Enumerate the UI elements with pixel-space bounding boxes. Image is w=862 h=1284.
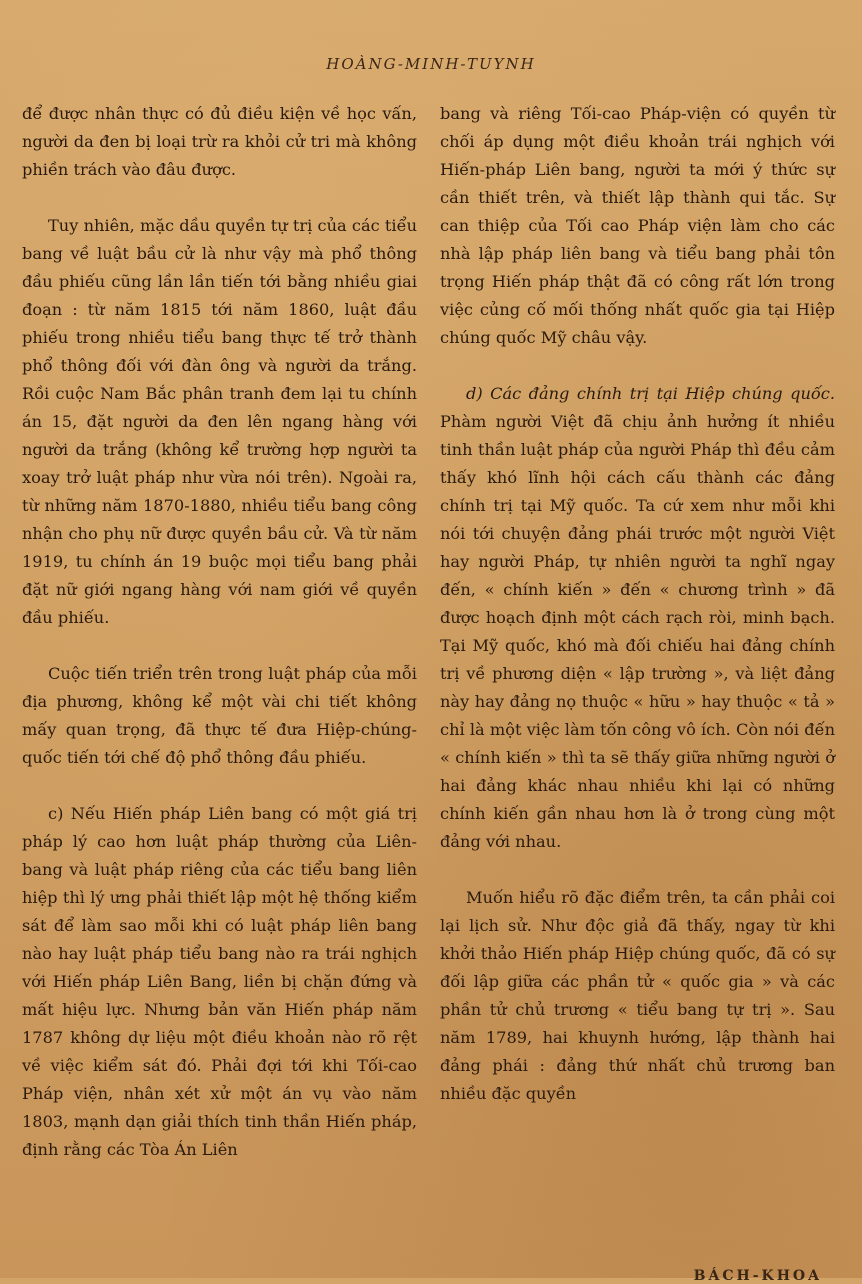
right-column <box>440 100 835 1108</box>
running-footer: BÁCH-KHOA <box>693 1268 822 1284</box>
left-column <box>22 100 417 1164</box>
right-paragraph-1: bang và riêng Tối-cao Pháp-viện có quyền từ chối áp dụng một điều khoản trái nghịch với Hiến-pháp Liên bang, người ta mới ý thức sự cần thiết trên, và thiết lập thành qui tắc. Sự can thiệp của Tối cao Pháp viện làm cho các nhà lập pháp liên bang và tiểu bang phải tôn trọng Hiến pháp thật đã có công rất lớn trong việc củng cố mối thống nhất quốc gia tại Hiệp chúng quốc Mỹ châu vậy. <box>440 104 835 347</box>
section-heading-d: d) Các đảng chính trị tại Hiệp chúng quốc. <box>466 384 835 403</box>
left-paragraph-3: Cuộc tiến triển trên trong luật pháp của mỗi địa phương, không kể một vài chi tiết không mấy quan trọng, đã thực tế đưa Hiệp-chúng-quốc tiến tới chế độ phổ thông đầu phiếu. <box>22 664 417 767</box>
left-paragraph-2: Tuy nhiên, mặc dầu quyền tự trị của các tiểu bang về luật bầu cử là như vậy mà phổ thông đầu phiếu cũng lần lần tiến tới bằng nhiều giai đoạn : từ năm 1815 tới năm 1860, luật đầu phiếu trong nhiều tiểu bang thực tế trở thành phổ thông đối với đàn ông và người da trắng. Rồi cuộc Nam Bắc phân tranh đem lại tu chính án 15, đặt người da đen lên ngang hàng với người da trắng (không kể trường hợp người ta xoay trở luật pháp như vừa nói trên). Ngoài ra, từ những năm 1870-1880, nhiều tiểu bang công nhận cho phụ nữ được quyền bầu cử. Và từ năm 1919, tu chính án 19 buộc mọi tiểu bang phải đặt nữ giới ngang hàng với nam giới về quyền đầu phiếu. <box>22 216 417 627</box>
running-header: HOÀNG-MINH-TUYNH <box>326 55 536 73</box>
left-paragraph-4: c) Nếu Hiến pháp Liên bang có một giá trị pháp lý cao hơn luật pháp thường của Liên-bang và luật pháp riêng của các tiểu bang liên hiệp thì lý ưng phải thiết lập một hệ thống kiểm sát để làm sao mỗi khi có luật pháp liên bang nào hay luật pháp tiểu bang nào ra trái nghịch với Hiến pháp Liên Bang, liền bị chặn đứng và mất hiệu lực. Nhưng bản văn Hiến pháp năm 1787 không dự liệu một điều khoản nào rõ rệt về việc kiểm sát đó. Phải đợi tới khi Tối-cao Pháp viện, nhân xét xử một án vụ vào năm 1803, mạnh dạn giải thích tinh thần Hiến pháp, định rằng các Tòa Án Liên <box>22 804 417 1159</box>
left-paragraph-1: để được nhân thực có đủ điều kiện về học vấn, người da đen bị loại trừ ra khỏi cử tri mà không phiền trách vào đâu được. <box>22 104 417 179</box>
right-paragraph-2-body: Phàm người Việt đã chịu ảnh hưởng ít nhiều tinh thần luật pháp của người Pháp thì đều cảm thấy khó lĩnh hội cách cấu thành các đảng chính trị tại Mỹ quốc. Ta cứ xem như mỗi khi nói tới chuyện đảng phái trước một người Việt hay người Pháp, tự nhiên người ta nghĩ ngay đến, « chính kiến » đến « chương trình » đã được hoạch định một cách rạch ròi, minh bạch. Tại Mỹ quốc, khó mà đối chiếu hai đảng chính trị về phương diện « lập trường », và liệt đảng này hay đảng nọ thuộc « hữu » hay thuộc « tả » chỉ là một việc làm tốn công vô ích. Còn nói đến « chính kiến » thì ta sẽ thấy giữa những người ở hai đảng khác nhau nhiều khi lại có những chính kiến gần nhau hơn là ở trong cùng một đảng với nhau. <box>440 412 835 851</box>
right-paragraph-3: Muốn hiểu rõ đặc điểm trên, ta cần phải coi lại lịch sử. Như độc giả đã thấy, ngay từ khi khởi thảo Hiến pháp Hiệp chúng quốc, đã có sự đối lập giữa các phần tử « quốc gia » và các phần tử chủ trương « tiểu bang tự trị ». Sau năm 1789, hai khuynh hướng, lập thành hai đảng phái : đảng thứ nhất chủ trương ban nhiều đặc quyền <box>440 888 835 1103</box>
right-paragraph-2 <box>440 380 835 856</box>
